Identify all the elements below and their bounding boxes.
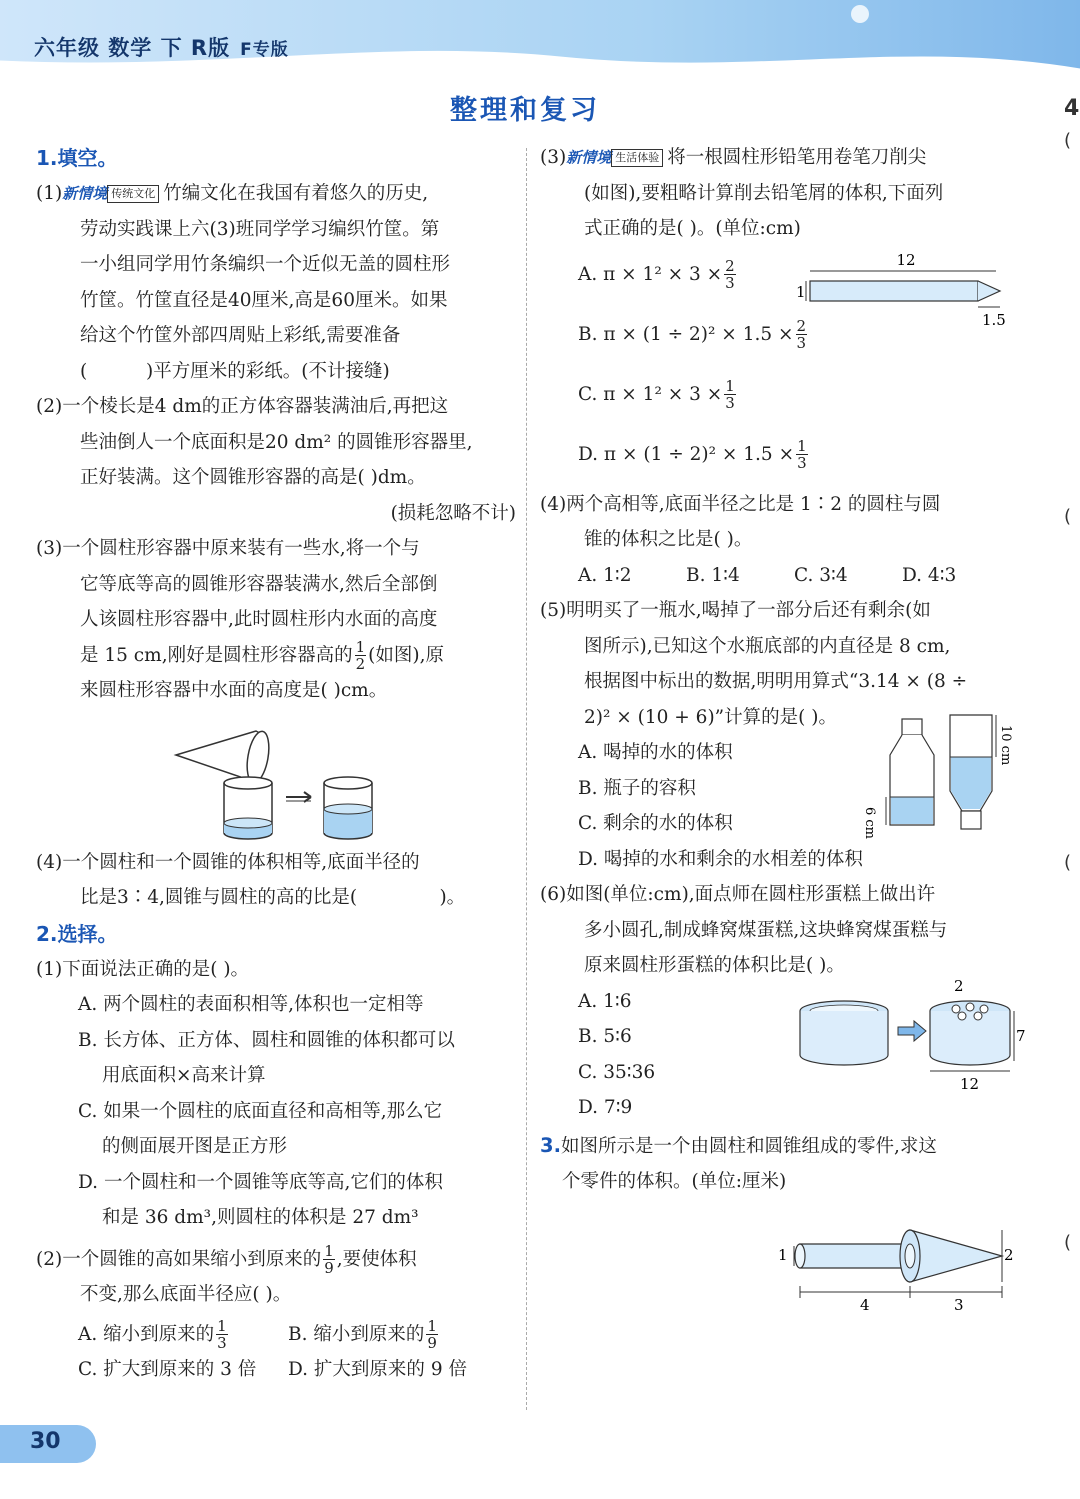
question-text: 一个圆锥的高如果缩小到原来的 [62,1248,322,1270]
question-text: 些油倒人一个底面积是20 dm² 的圆锥形容器里, [80,431,473,453]
section-2-title: 2.选择。 [36,921,118,946]
culture-tag: 传统文化 [107,185,159,203]
bottle-water-height-label: 6 cm [862,807,877,840]
option-text: 长方体、正方体、圆柱和圆锥的体积都可以 [103,1029,455,1051]
question-number: (3) [540,147,567,168]
bottle-figure [850,715,1020,855]
section-1-title: 1.填空。 [36,146,118,170]
question-text: 一小组同学用竹条编织一个近似无盖的圆柱形 [80,254,451,276]
question-number: (4) [36,851,63,873]
question-text: 人该圆柱形容器中,此时圆柱形内水面的高度 [80,609,438,631]
fraction: $\frac{2}{3}$ [725,257,735,293]
section-3-title: 3. [540,1133,561,1157]
question-text: 给这个竹筐外部四周贴上彩纸,需要准备 [80,325,401,347]
question-number: (5) [540,600,567,622]
option-text: A. π × 1² × 3 × [578,263,723,285]
question-text: 根据图中标出的数据,明明用算式“3.14 × (8 ÷ [584,671,968,693]
question-text: ,要使体积 [336,1248,417,1270]
option-text: C. π × 1² × 3 × [578,383,723,405]
question-text: (如图),原 [368,644,444,666]
hole-diameter-label: 2 [954,977,964,996]
cone-length-label: 3 [954,1295,964,1314]
option-text: C. 扩大到原来的 3 倍 [78,1359,257,1381]
option-text: D. π × (1 ÷ 2)² × 1.5 × [578,443,795,465]
question-number: (2) [36,1248,63,1270]
question-text: 比是3∶4,圆锥与圆柱的高的比是( )。 [80,887,466,909]
option-text: A. 1∶2 [578,564,632,586]
question-text: 是 15 cm,刚好是圆柱形容器高的 [80,644,353,666]
option-text: 和是 36 dm³,则圆柱的体积是 27 dm³ [102,1207,419,1229]
question-2-3 [540,140,1018,487]
fraction: $\frac{1}{3}$ [725,377,735,413]
part-figure [540,1206,1018,1316]
option-text: 用底面积×高来计算 [102,1065,266,1087]
new-context-logo: 新情境 [566,148,612,167]
fraction: $\frac{1}{9}$ [427,1317,437,1353]
option-text: 一个圆柱和一个圆锥等底等高,它们的体积 [103,1171,443,1193]
right-column [540,140,1026,1316]
question-text: 明明买了一瓶水,喝掉了一部分后还有剩余(如 [566,600,931,622]
question-text: 两个高相等,底面半径之比是 1∶2 的圆柱与圆 [566,493,941,515]
question-number: (6) [540,884,567,906]
life-tag: 生活体验 [611,149,663,167]
question-text: 原来圆柱形蛋糕的体积比是( )。 [584,955,845,977]
question-text: 来圆柱形容器中水面的高度是( )cm。 [80,680,388,702]
question-text: 个零件的体积。(单位:厘米) [562,1171,787,1193]
page-number-badge [0,1425,96,1463]
question-2-2 [36,1242,516,1388]
question-text: 竹筐。竹筐直径是40厘米,高是60厘米。如果 [80,289,448,311]
option-label: B. [78,1029,98,1051]
cylinder-length-label: 4 [860,1295,870,1314]
question-number: (4) [540,493,567,515]
option-text: B. 缩小到原来的 [288,1323,425,1345]
option-text: B. 5∶6 [578,1026,632,1048]
question-2-1 [36,952,516,1236]
question-text: 如图所示是一个由圆柱和圆锥组成的零件,求这 [560,1135,937,1157]
question-text: 锥的体积之比是( )。 [584,529,753,551]
question-1-2 [36,389,516,531]
fraction: $\frac{1}{9}$ [324,1242,334,1278]
book-edition: F专版 [240,40,289,60]
question-text: 下面说法正确的是( )。 [62,958,250,980]
option-text: C. 35∶36 [578,1061,656,1083]
question-text: 将一根圆柱形铅笔用卷笔刀削尖 [667,147,927,168]
cone-diameter-label: 2 [1004,1245,1014,1264]
question-text: 一个圆柱和一个圆锥的体积相等,底面半径的 [62,851,420,873]
option-text: D. 4∶3 [902,564,957,586]
question-text: 不变,那么底面半径应( )。 [80,1284,292,1306]
option-text: C. 剩余的水的体积 [578,813,733,835]
question-1-4 [36,845,516,916]
fraction: $\frac{1}{2}$ [355,638,366,674]
cake-diameter-label: 12 [960,1075,980,1094]
question-text: 图所示),已知这个水瓶底部的内直径是 8 cm, [584,635,951,657]
question-number: (3) [36,538,63,560]
question-text: 竹编文化在我国有着悠久的历史, [163,183,429,204]
left-column [36,140,516,1388]
option-text: B. 1∶4 [686,564,740,586]
question-number: (2) [36,396,63,418]
right-edge-text: ( [1064,506,1072,527]
pencil-length-label: 12 [896,250,916,269]
option-text: D. 扩大到原来的 9 倍 [288,1359,467,1381]
question-text: 如图(单位:cm),面点师在圆柱形蛋糕上做出许 [566,884,936,906]
option-label: A. [78,994,98,1016]
question-text: 2)² × (10 + 6)”计算的是( )。 [584,706,837,728]
question-text: 式正确的是( )。(单位:cm) [584,218,801,240]
option-label: C. [78,1100,98,1122]
book-grade: 六年级 数学 下 R版 [34,36,231,60]
bottle-air-height-label: 10 cm [998,725,1013,766]
question-2-4 [540,487,1018,594]
question-text: (如图),要粗略计算削去铅笔屑的体积,下面列 [584,182,944,204]
option-text: C. 3∶4 [794,564,848,586]
fraction: $\frac{2}{3}$ [796,317,807,353]
option-text: A. 缩小到原来的 [78,1323,215,1345]
right-edge-text: ( [1064,130,1072,151]
question-1-3 [36,531,516,845]
question-2-5 [540,593,1018,877]
right-edge-text: ( [1064,1232,1072,1253]
pencil-figure [786,247,1016,327]
question-number: (1) [36,958,63,980]
cake-figure [790,977,1026,1097]
pencil-tip-label: 1.5 [982,310,1006,329]
option-text: 两个圆柱的表面积相等,体积也一定相等 [103,994,424,1016]
option-text: D. 喝掉的水和剩余的水相差的体积 [578,848,863,870]
cylinder-diameter-label: 1 [778,1245,788,1264]
right-edge-text: 4 [1064,96,1080,121]
right-edge-text: ( [1064,852,1072,873]
question-3 [540,1128,1018,1316]
question-text: 一个棱长是4 dm的正方体容器装满油后,再把这 [62,396,449,418]
question-1-1 [36,176,516,389]
question-text: 一个圆柱形容器中原来装有一些水,将一个与 [62,538,420,560]
question-text: 正好装满。这个圆锥形容器的高是( )dm。 [80,467,426,489]
option-text: A. 喝掉的水的体积 [578,742,733,764]
cake-height-label: 7 [1016,1027,1026,1046]
fraction: $\frac{1}{3}$ [797,437,807,473]
question-text: ( )平方厘米的彩纸。(不计接缝) [80,360,390,382]
option-text: 如果一个圆柱的底面直径和高相等,那么它 [103,1100,443,1122]
question-number: (1) [36,183,63,204]
option-label: D. [78,1171,99,1193]
question-text: 劳动实践课上六(3)班同学学习编织竹筐。第 [80,218,440,240]
book-header [34,32,289,62]
page-number: 30 [30,1429,61,1454]
option-text: B. 瓶子的容积 [578,777,696,799]
question-text: 多小圆孔,制成蜂窝煤蛋糕,这块蜂窝煤蛋糕与 [584,919,948,941]
column-divider [526,148,527,1410]
option-text: B. π × (1 ÷ 2)² × 1.5 × [578,323,794,345]
page-title: 整理和复习 [450,95,600,126]
option-text: D. 7∶9 [578,1097,633,1119]
new-context-logo: 新情境 [62,184,108,203]
option-text: 的侧面展开图是正方形 [102,1136,288,1158]
question-text: 它等底等高的圆锥形容器装满水,然后全部倒 [80,573,438,595]
question-2-6 [540,877,1026,1126]
cone-pour-figure [36,715,516,845]
option-text: A. 1∶6 [578,990,632,1012]
question-note: (损耗忽略不计) [390,502,516,524]
fraction: $\frac{1}{3}$ [217,1317,227,1353]
pencil-diameter-label: 1 [796,282,806,301]
